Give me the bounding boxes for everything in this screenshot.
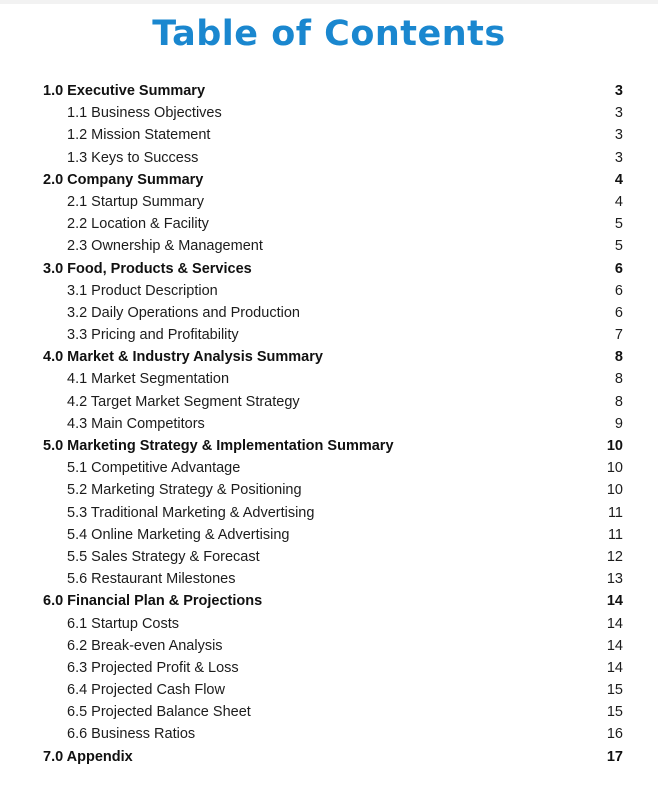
- toc-page-number: 4: [614, 193, 623, 210]
- toc-page-number: 14: [606, 659, 623, 676]
- toc-entry-label: 5.0 Marketing Strategy & Implementation Summary: [43, 438, 394, 454]
- toc-subsection-6-5[interactable]: [43, 701, 623, 723]
- toc-entry-label: 5.3 Traditional Marketing & Advertising: [67, 504, 315, 521]
- toc-page-number: 8: [614, 371, 623, 388]
- page-top-edge: [0, 0, 658, 4]
- toc-entry-label: 3.0 Food, Products & Services: [43, 260, 252, 277]
- page-title: Table of Contents: [152, 14, 506, 54]
- toc-page-number: 16: [606, 726, 623, 743]
- toc-page-number: 5: [614, 238, 623, 255]
- toc-page-number: 14: [606, 615, 623, 632]
- toc-subsection-1-3[interactable]: [43, 147, 623, 169]
- toc-page-number: 10: [606, 482, 623, 499]
- toc-subsection-2-1[interactable]: [43, 191, 623, 213]
- toc-entry-label: 2.3 Ownership & Management: [67, 238, 263, 255]
- toc-page-number: 11: [607, 526, 623, 543]
- toc-page-number: 7: [614, 327, 623, 344]
- toc-entry-label: 4.3 Main Competitors: [67, 415, 205, 432]
- toc-subsection-3-1[interactable]: [43, 280, 623, 302]
- toc-page-number: 10: [606, 460, 623, 477]
- toc-entry-label: 4.0 Market & Industry Analysis Summary: [43, 349, 323, 366]
- toc-page-number: 17: [606, 748, 623, 765]
- toc-subsection-6-3[interactable]: [43, 657, 623, 679]
- toc-page-number: 10: [606, 438, 623, 454]
- toc-section-3[interactable]: [43, 258, 623, 280]
- toc-page-number: 3: [614, 127, 623, 144]
- toc-entry-label: 1.1 Business Objectives: [67, 105, 222, 122]
- toc-entry-label: 5.2 Marketing Strategy & Positioning: [67, 482, 302, 499]
- toc-subsection-6-4[interactable]: [43, 679, 623, 701]
- toc-entry-label: 6.2 Break-even Analysis: [67, 637, 223, 654]
- table-of-contents: [43, 80, 623, 768]
- toc-subsection-3-2[interactable]: [43, 302, 623, 324]
- toc-entry-label: 6.4 Projected Cash Flow: [67, 682, 225, 699]
- toc-entry-label: 1.0 Executive Summary: [43, 83, 206, 99]
- toc-page-number: 15: [606, 682, 623, 699]
- toc-page-number: 3: [614, 149, 623, 166]
- toc-page-number: 3: [614, 105, 623, 122]
- toc-page-number: 13: [606, 571, 623, 588]
- toc-entry-label: 4.1 Market Segmentation: [67, 371, 230, 388]
- toc-entry-label: 7.0 Appendix: [43, 748, 133, 765]
- toc-subsection-5-1[interactable]: [43, 457, 623, 479]
- toc-entry-label: 2.2 Location & Facility: [67, 216, 209, 233]
- toc-page-number: 3: [614, 83, 623, 99]
- toc-page-number: 15: [606, 704, 623, 721]
- toc-page-number: 6: [614, 304, 623, 321]
- toc-subsection-4-1[interactable]: [43, 368, 623, 390]
- toc-page-number: 8: [614, 393, 623, 410]
- toc-entry-label: 5.1 Competitive Advantage: [67, 460, 241, 477]
- toc-entry-label: 6.1 Startup Costs: [67, 615, 180, 632]
- toc-section-1[interactable]: [43, 80, 623, 102]
- toc-subsection-3-3[interactable]: [43, 324, 623, 346]
- toc-entry-label: 2.0 Company Summary: [43, 171, 204, 188]
- toc-page-number: 9: [614, 415, 623, 432]
- toc-page-number: 14: [606, 593, 623, 610]
- toc-subsection-5-2[interactable]: [43, 479, 623, 501]
- toc-section-5[interactable]: [43, 435, 623, 457]
- toc-page-number: 8: [614, 349, 623, 366]
- toc-entry-label: 4.2 Target Market Segment Strategy: [67, 393, 300, 410]
- toc-subsection-6-6[interactable]: [43, 723, 623, 745]
- toc-subsection-5-6[interactable]: [43, 568, 623, 590]
- toc-section-2[interactable]: [43, 169, 623, 191]
- toc-subsection-6-2[interactable]: [43, 635, 623, 657]
- toc-subsection-5-3[interactable]: [43, 502, 623, 524]
- toc-section-7[interactable]: [43, 746, 623, 768]
- toc-entry-label: 3.1 Product Description: [67, 282, 218, 299]
- toc-subsection-4-3[interactable]: [43, 413, 623, 435]
- toc-entry-label: 6.0 Financial Plan & Projections: [43, 593, 263, 610]
- toc-subsection-2-3[interactable]: [43, 235, 623, 257]
- toc-entry-label: 6.3 Projected Profit & Loss: [67, 659, 239, 676]
- toc-entry-label: 3.2 Daily Operations and Production: [67, 304, 300, 321]
- toc-page-number: 4: [614, 171, 623, 188]
- toc-entry-label: 1.2 Mission Statement: [67, 127, 211, 144]
- toc-entry-label: 5.4 Online Marketing & Advertising: [67, 526, 290, 543]
- toc-entry-label: 6.5 Projected Balance Sheet: [67, 704, 251, 721]
- toc-subsection-6-1[interactable]: [43, 613, 623, 635]
- toc-entry-label: 6.6 Business Ratios: [67, 726, 196, 743]
- toc-entry-label: 2.1 Startup Summary: [67, 193, 204, 210]
- toc-entry-label: 5.5 Sales Strategy & Forecast: [67, 548, 260, 565]
- toc-section-4[interactable]: [43, 346, 623, 368]
- toc-subsection-2-2[interactable]: [43, 213, 623, 235]
- toc-subsection-1-2[interactable]: [43, 124, 623, 146]
- toc-page-number: 14: [606, 637, 623, 654]
- toc-entry-label: 3.3 Pricing and Profitability: [67, 327, 239, 344]
- toc-subsection-5-4[interactable]: [43, 524, 623, 546]
- toc-page-number: 5: [614, 216, 623, 233]
- toc-subsection-4-2[interactable]: [43, 391, 623, 413]
- toc-page-number: 6: [614, 260, 623, 277]
- toc-page-number: 12: [606, 548, 623, 565]
- toc-subsection-5-5[interactable]: [43, 546, 623, 568]
- toc-entry-label: 5.6 Restaurant Milestones: [67, 571, 236, 588]
- toc-page-number: 6: [614, 282, 623, 299]
- toc-page-number: 11: [607, 504, 623, 521]
- toc-entry-label: 1.3 Keys to Success: [67, 149, 199, 166]
- toc-section-6[interactable]: [43, 590, 623, 612]
- toc-subsection-1-1[interactable]: [43, 102, 623, 124]
